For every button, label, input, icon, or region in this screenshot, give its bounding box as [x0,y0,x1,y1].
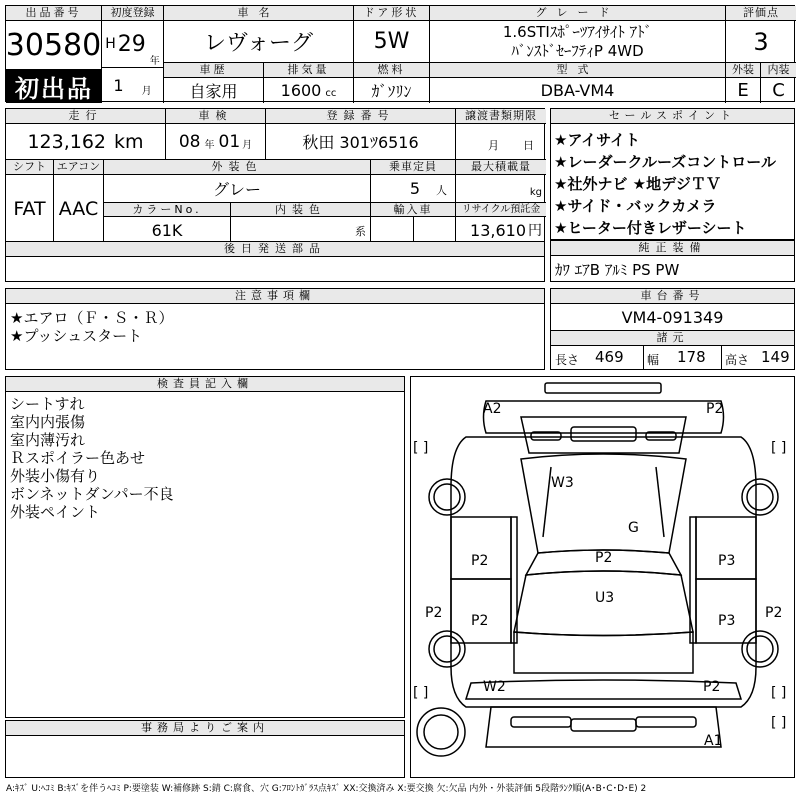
sales-point-item: ★アイサイト [554,131,641,149]
sales-points-label: セールスポイント [551,109,794,124]
notes-label: 注意事項欄 [6,289,544,304]
fuel-label: 燃料 [354,63,430,78]
int-color-label: 内装色 [231,203,371,217]
car-name-label: 車名 [164,6,354,21]
inspection-value [166,124,266,160]
max-load-value [456,175,546,203]
sales-point-item: ★サイド・バックカメラ [554,197,717,215]
mark-p2-center: P2 [595,550,613,566]
sales-point-item: ★レーダークルーズコントロール [554,153,776,171]
mark-p2-left-front-door: P2 [471,553,489,569]
inspector-item: ボンネットダンパー不良 [10,485,174,503]
mark-w3: W3 [551,475,574,491]
mark-a2: A2 [483,401,502,417]
mark-p2-right-fender: P2 [765,605,783,621]
displacement-label: 排気量 [264,63,354,78]
inspector-box [5,376,405,718]
import-label: 輸入車 [371,203,456,217]
inspection-label: 車検 [166,109,266,124]
capacity-unit: 人 [436,184,447,197]
damage-diagram [410,376,795,778]
int-score-value: C [772,80,785,101]
header-table [5,5,795,102]
first-reg-year [102,21,164,68]
ext-score-label: 外装 [726,63,761,78]
door-label: ドア形状 [354,6,430,21]
displacement-unit: cc [325,88,337,99]
later-parts-box [5,242,545,282]
mark-p3-right-rear-door: P3 [718,613,736,629]
ext-color-label: 外装色 [104,160,371,175]
mileage-unit: km [114,130,144,153]
recycle-value [456,217,546,243]
shift-label: シフト [6,160,54,175]
height-label: 高さ [725,353,750,367]
year: 29 [117,31,146,57]
sales-points-list [554,129,776,239]
inspector-list [10,395,174,521]
mileage-value [6,124,166,160]
capacity-number: 5 [409,179,420,198]
transfer-label: 譲渡書類期限 [456,109,546,124]
fuel-value: ｶﾞｿﾘﾝ [354,78,430,103]
mark-a1: A1 [704,733,723,749]
import-value [371,217,456,243]
model-label: 型式 [430,63,726,78]
transfer-day-unit: 日 [523,139,534,152]
first-reg-month [102,68,164,103]
notes-list [10,309,173,345]
mark-p2-bottom-right: P2 [703,679,721,695]
era: H [105,36,116,52]
inspector-label: 検査員記入欄 [6,377,404,392]
inspection-year: 08 [178,131,201,152]
office-label: 事務局よりご案内 [6,721,404,736]
width-label: 幅 [647,353,660,367]
ext-score-value: E [726,78,761,103]
note-item: ★プッシュスタート [10,327,143,345]
specs-label: 諸元 [551,331,794,346]
vehicle-detail-table [5,108,545,242]
grade-label: グレード [430,6,726,21]
inspector-item: 室内内張傷 [10,413,86,431]
mark-w2: W2 [483,679,506,695]
legend: A:ｷｽﾞ U:ﾍｺﾐ B:ｷｽﾞを伴うﾍｺﾐ P:要塗装 W:補修跡 S:錆 C:腐食、穴 G:ﾌﾛﾝﾄｶﾞﾗｽ点ｷｽﾞ XX:交換済み X:要交換 欠:欠品 内外・外装評価 5段階ﾗﾝｸ順(A･B･C･D･E) 2 [6,784,647,794]
month-unit: 月 [141,86,152,97]
aircon-label: エアコン [54,160,104,175]
displacement-value [264,78,354,103]
mark-p3-right-front-door: P3 [718,553,736,569]
later-parts-label: 後日発送部品 [6,242,544,257]
lot-number: 30580 [6,21,102,69]
bracket-left-bottom: [ ] [413,685,429,701]
bracket-right-top: [ ] [771,440,787,456]
mark-g: G [628,520,639,536]
first-listing-badge: 初出品 [6,69,102,103]
inspection-month: 01 [218,131,241,152]
genuine-equipment-label: 純正装備 [551,241,794,256]
mileage-label: 走行 [6,109,166,124]
car-diagram-svg [411,377,795,778]
inspector-item: Ｒスポイラー色あせ [10,449,146,467]
height-value: 149 [761,348,790,366]
bracket-right-bottom: [ ] [771,685,787,701]
recycle-number: 13,610 [470,220,526,240]
length-value: 469 [595,348,624,366]
inspector-item: 室内薄汚れ [10,431,86,449]
inspection-month-unit: 月 [242,140,253,151]
color-no-value: 61K [104,217,231,243]
mark-u3: U3 [595,590,615,606]
mileage-number: 123,162 [27,130,107,153]
first-reg-label: 初度登録 [102,6,164,21]
inspector-item: シートすれ [10,395,85,413]
lot-label: 出品番号 [6,6,102,21]
int-score-label: 内装 [761,63,796,78]
displacement-number: 1600 [280,81,322,100]
month: 1 [113,76,124,95]
width-value: 178 [677,348,706,366]
inspection-year-unit: 年 [204,140,215,151]
chassis-box [550,288,795,370]
notes-box [5,288,545,370]
length-label: 長さ [555,353,580,367]
score-label: 評価点 [726,6,796,21]
max-load-unit: kg [529,187,542,198]
history-label: 車歴 [164,63,264,78]
inspector-item: 外装ペイント [10,503,101,521]
aircon-value: AAC [54,175,104,243]
grade-line-1: 1.6STIｽﾎﾟｰﾂｱｲｻｲﾄ ｱﾄﾞ [502,23,653,41]
note-item: ★エアロ（Ｆ・Ｓ・Ｒ） [10,309,174,327]
sales-point-item: ★社外ナビ ★地デジＴＶ [554,175,721,193]
transfer-month-unit: 月 [488,139,499,152]
mark-p2-left-rear-door: P2 [471,613,489,629]
specs-row [551,346,794,369]
registration-label: 登録番号 [266,109,456,124]
genuine-equipment-box [550,240,795,282]
max-load-label: 最大積載量 [456,160,546,175]
sales-point-item: ★ヒーター付きレザーシート [554,219,747,237]
score-value: 3 [726,21,796,63]
genuine-equipment-value: ｶﾜ ｴｱB ｱﾙﾐ PS PW [555,261,680,279]
sales-points-box [550,108,795,240]
capacity-label: 乗車定員 [371,160,456,175]
color-no-label: カラーNo. [104,203,231,217]
car-name: レヴォーグ [164,21,354,63]
recycle-unit: 円 [528,223,542,239]
bracket-left-top: [ ] [413,440,429,456]
chassis-value: VM4-091349 [551,305,794,331]
recycle-label: リサイクル預託金 [456,203,546,217]
office-box [5,720,405,778]
transfer-value [456,124,546,160]
model-value: DBA-VM4 [430,78,726,103]
mark-p2-left-fender: P2 [425,605,443,621]
bracket-right-lower: [ ] [771,715,787,731]
capacity-value [371,175,456,203]
int-color-unit: 系 [355,225,366,238]
mark-p2-top-right: P2 [706,401,724,417]
grade-line-2: ﾊﾞﾝｽﾄﾞｾｰﾌﾃｨP 4WD [511,42,644,60]
shift-value: FAT [6,175,54,243]
int-color-value [231,217,371,243]
door-value: 5W [354,21,430,63]
year-unit: 年 [149,56,160,67]
chassis-label: 車台番号 [551,289,794,304]
history-value: 自家用 [164,78,264,103]
inspector-item: 外装小傷有り [10,467,101,485]
registration-value: 秋田 301ﾂ6516 [266,124,456,160]
grade-value [430,21,726,63]
ext-color-value: グレー [104,175,371,203]
